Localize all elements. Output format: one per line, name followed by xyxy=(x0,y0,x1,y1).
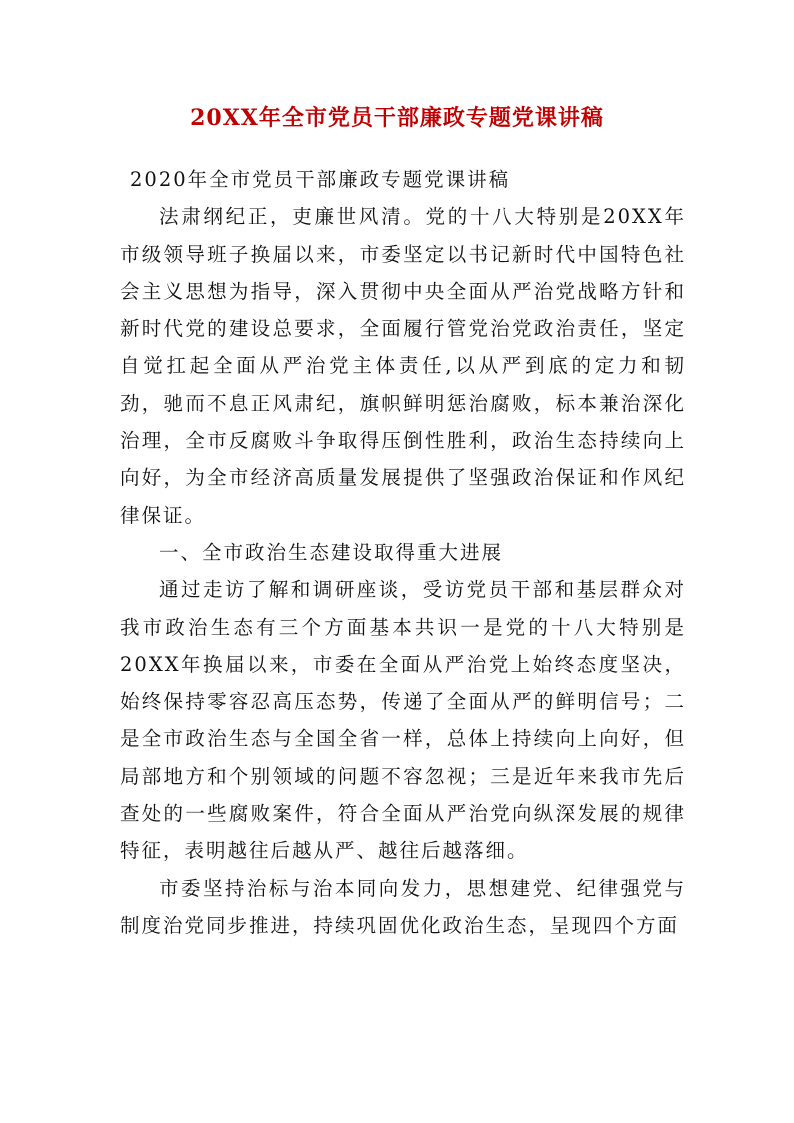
section-heading-1: 一、全市政治生态建设取得重大进展 xyxy=(159,540,504,564)
document-body xyxy=(120,161,686,944)
document-subtitle: 2020年全市党员干部廉政专题党课讲稿 xyxy=(130,168,511,191)
document-title: 20XX年全市党员干部廉政专题党课讲稿 xyxy=(190,105,604,131)
paragraph-survey: 通过走访了解和调研座谈，受访党员干部和基层群众对我市政治生态有三个方面基本共识一是党的十八大特别是20XX年换届以来，市委在全面从严治党上始终态度坚决，始终保持零容忍高压态势，传递了全面从严的鲜明信号；二是全市政治生态与全国全省一样，总体上持续向上向好，但局部地方和个别领域的问题不容忽视；三是近年来我市先后查处的一些腐败案件，符合全面从严治党向纵深发展的规律特征，表明越往后越从严、越往后越落细。 xyxy=(120,578,686,863)
paragraph-committee: 市委坚持治标与治本同向发力，思想建党、纪律强党与制度治党同步推进，持续巩固优化政治生态，呈现四个方面 xyxy=(120,876,686,937)
paragraph-intro: 法肃纲纪正，吏廉世风清。党的十八大特别是20XX年市级领导班子换届以来，市委坚定以书记新时代中国特色社会主义思想为指导，深入贯彻中央全面从严治党战略方针和新时代党的建设总要求，全面履行管党治党政治责任，坚定自觉扛起全面从严治党主体责任,以从严到底的定力和韧劲，驰而不息正风肃纪，旗帜鲜明惩治腐败，标本兼治深化治理，全市反腐败斗争取得压倒性胜利，政治生态持续向上向好，为全市经济高质量发展提供了坚强政治保证和作风纪律保证。 xyxy=(120,205,686,527)
